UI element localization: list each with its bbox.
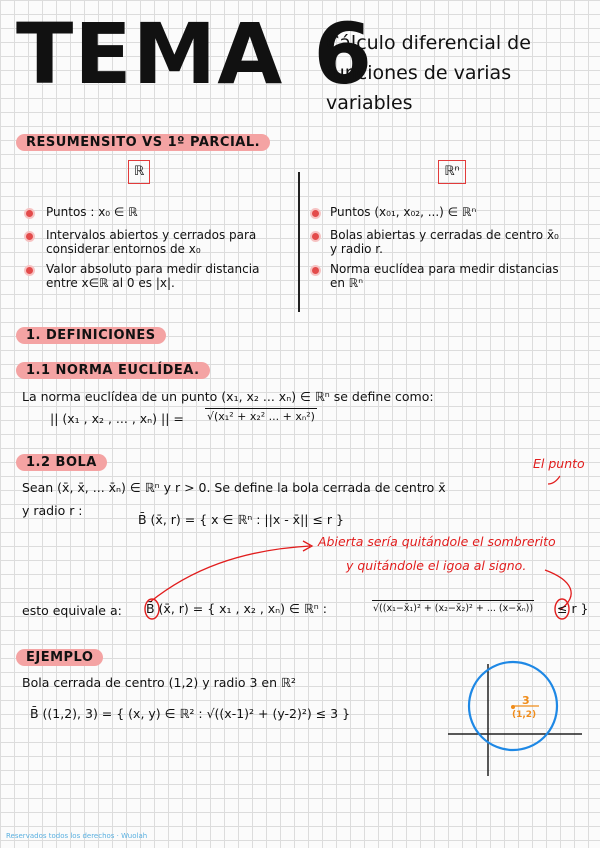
arrow-el-punto <box>548 476 560 484</box>
page-title: TEMA 6 <box>16 5 373 103</box>
right-item-1: Puntos (x₀₁, x₀₂, ...) ∈ ℝⁿ <box>330 205 477 219</box>
equiv-end: ≤ r } <box>557 601 589 616</box>
bullet-icon <box>310 265 321 276</box>
right-item-3a: Norma euclídea para medir distancias <box>330 262 559 276</box>
right-item-2b: y radio r. <box>330 242 383 256</box>
graph-center-label: (1,2) <box>512 710 537 720</box>
norma-formula-root: √(x₁² + x₂² ... + xₙ²) <box>207 410 315 423</box>
column-divider <box>298 172 300 312</box>
left-item-3b: entre x∈ℝ al 0 es |x|. <box>46 276 175 290</box>
section-bola: 1.2 BOLA <box>16 454 107 471</box>
arrow-curve-left <box>150 546 310 602</box>
right-item-2a: Bolas abiertas y cerradas de centro x̄₀ <box>330 228 559 242</box>
left-item-2a: Intervalos abiertos y cerrados para <box>46 228 257 242</box>
el-punto-note: El punto <box>533 456 585 471</box>
symbol-r-box: ℝ <box>128 160 150 184</box>
section-ejemplo: EJEMPLO <box>16 649 103 666</box>
bola-formula: B̄ (x̄, r) = { x ∈ ℝⁿ : ||x - x̄|| ≤ r } <box>138 512 344 527</box>
note-abierta-2: y quitándole el igoa al signo. <box>346 558 527 573</box>
note-abierta-1: Abierta sería quitándole el sombrerito <box>318 534 556 549</box>
equiv-label: esto equivale a: <box>22 603 122 618</box>
ejemplo-formula: B̄ ((1,2), 3) = { (x, y) ∈ ℝ² : √((x-1)² + (y-2)²) ≤ 3 } <box>30 706 351 721</box>
bola-text-2: y radio r : <box>22 503 83 518</box>
section-norma-euclidea: 1.1 NORMA EUCLÍDEA. <box>16 362 210 379</box>
ejemplo-text: Bola cerrada de centro (1,2) y radio 3 en ℝ² <box>22 675 296 690</box>
subtitle-line-1: Cálculo diferencial de <box>326 32 531 54</box>
subtitle-line-2: funciones de varias variables <box>326 62 512 114</box>
bullet-icon <box>24 265 35 276</box>
footer-text: Reservados todos los derechos · Wuolah <box>6 832 148 840</box>
norma-text: La norma euclídea de un punto (x₁, x₂ ... xₙ) ∈ ℝⁿ se define como: <box>22 389 434 404</box>
left-item-2b: considerar entornos de x₀ <box>46 242 201 256</box>
bola-text-1: Sean (x̄, x̄, ... x̄ₙ) ∈ ℝⁿ y r > 0. Se define la bola cerrada de centro x̄ <box>22 480 446 495</box>
norma-formula-lhs: || (x₁ , x₂ , ... , xₙ) || = <box>50 411 184 426</box>
subtitle <box>326 28 600 118</box>
graph-radius-label: 3 <box>522 694 530 707</box>
section-definiciones: 1. DEFINICIONES <box>16 327 166 344</box>
right-item-3b: en ℝⁿ <box>330 276 364 290</box>
bullet-icon <box>310 208 321 219</box>
left-item-1: Puntos : x₀ ∈ ℝ <box>46 205 138 219</box>
bullet-icon <box>310 231 321 242</box>
equiv-root: √((x₁−x̄₁)² + (x₂−x̄₂)² + ... (x−x̄ₙ)) <box>372 600 534 616</box>
symbol-rn-box: ℝⁿ <box>438 160 466 184</box>
equiv-formula: B̄ (x̄, r) = { x₁ , x₂ , xₙ) ∈ ℝⁿ : <box>146 601 327 616</box>
left-item-3a: Valor absoluto para medir distancia <box>46 262 260 276</box>
bullet-icon <box>24 208 35 219</box>
bullet-icon <box>24 231 35 242</box>
summary-header: RESUMENSITO VS 1º PARCIAL. <box>16 134 270 151</box>
